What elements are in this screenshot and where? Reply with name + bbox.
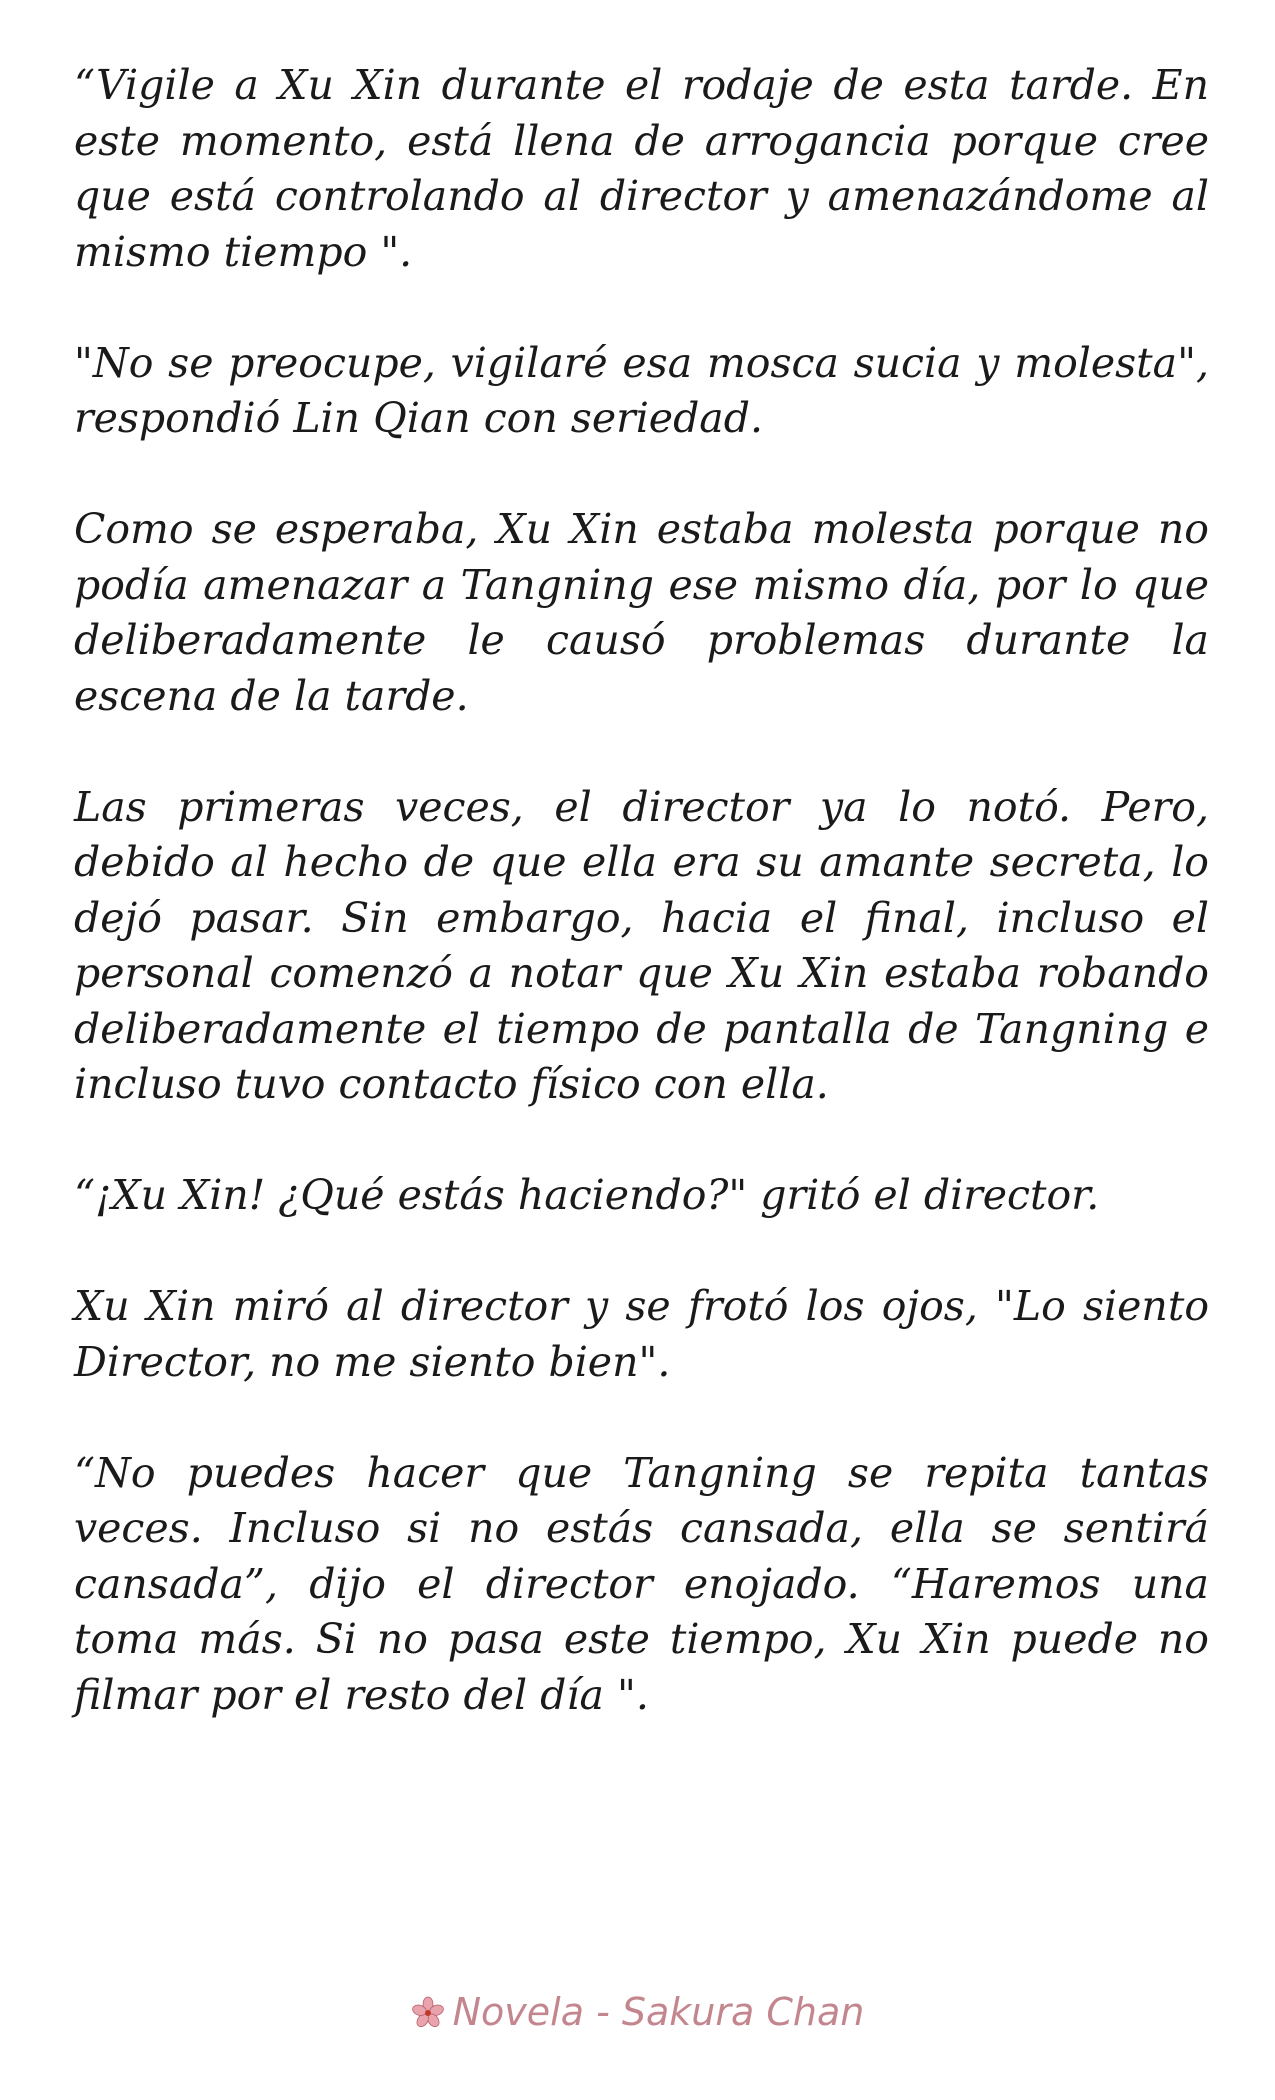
paragraph-6: Xu Xin miró al director y se frotó los ojos, "Lo siento Director, no me siento bien". (74, 1282, 1209, 1386)
paragraph-7: “No puedes hacer que Tangning se repita tantas veces. Incluso si no estás cansada, ella se sentirá cansada”, dijo el director enojado. “Haremos una toma más. Si no pasa este tiempo, Xu Xin puede no filmar por el resto del día ". (74, 1448, 1209, 1719)
story-text (74, 58, 1209, 1779)
watermark-footer (0, 1982, 1275, 2042)
footer-text: Novela - Sakura Chan (452, 1990, 865, 2034)
paragraph-1: “Vigile a Xu Xin durante el rodaje de esta tarde. En este momento, está llena de arrogancia porque cree que está controlando al director y amenazándome al mismo tiempo ". (74, 61, 1209, 276)
paragraph-5: “¡Xu Xin! ¿Qué estás haciendo?" gritó el director. (74, 1171, 1100, 1219)
paragraph-2: "No se preocupe, vigilaré esa mosca sucia y molesta", respondió Lin Qian con seriedad. (74, 338, 1209, 442)
sakura-flower-icon (411, 1995, 445, 2029)
paragraph-4: Las primeras veces, el director ya lo notó. Pero, debido al hecho de que ella era su amante secreta, lo dejó pasar. Sin embargo, hacia el final, incluso el personal comenzó a notar que Xu Xin estaba robando deliberadamente el tiempo de pantalla de Tangning e incluso tuvo contacto físico con ella. (74, 782, 1209, 1108)
paragraph-3: Como se esperaba, Xu Xin estaba molesta porque no podía amenazar a Tangning ese mismo día, por lo que deliberadamente le causó problemas durante la escena de la tarde. (74, 505, 1209, 720)
